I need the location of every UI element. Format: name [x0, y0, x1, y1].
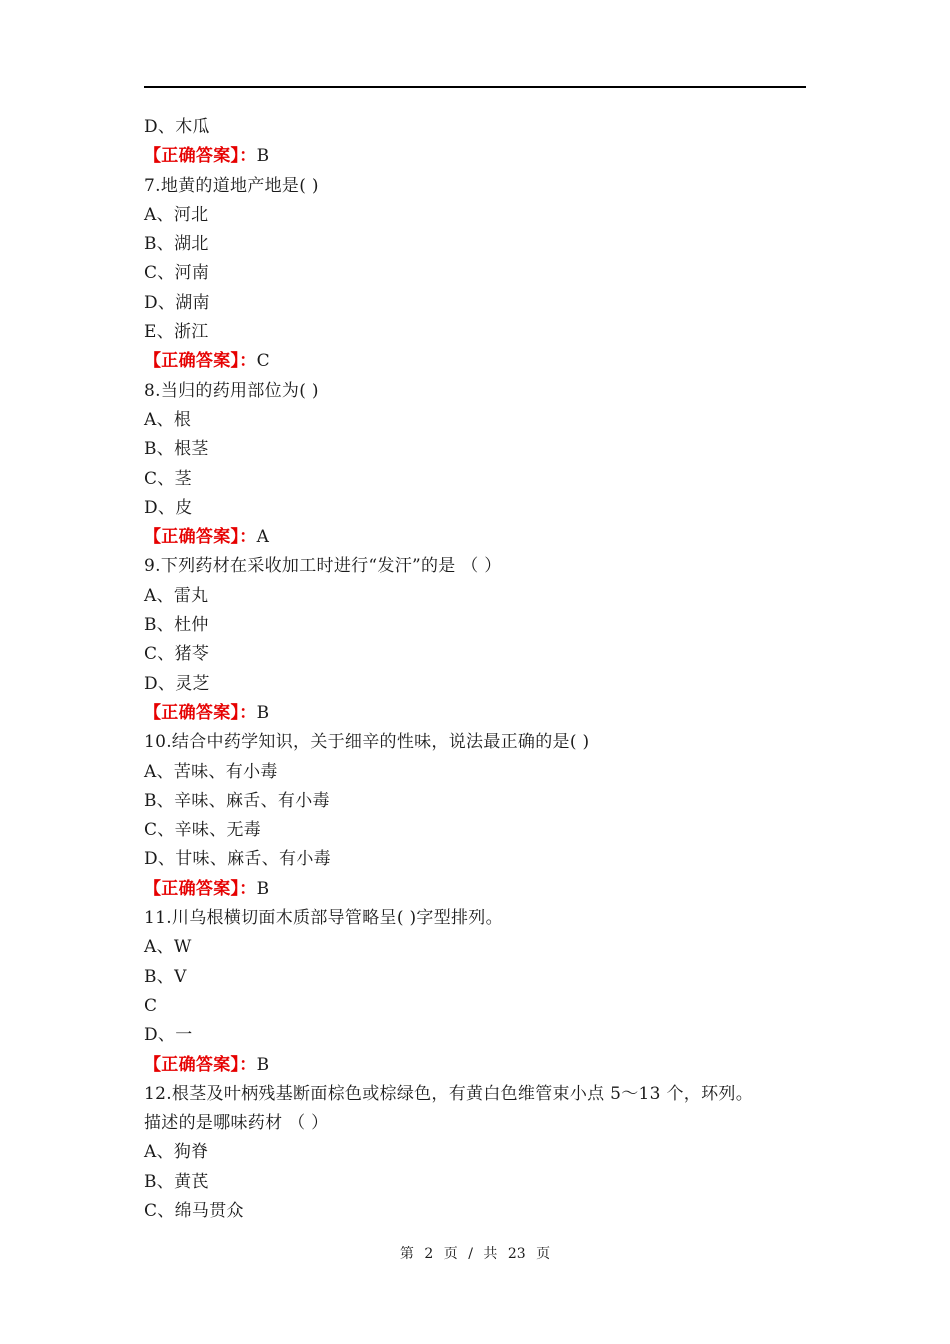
question-text: 8.当归的药用部位为( )	[144, 380, 319, 401]
option-text: D、湖南	[144, 292, 210, 313]
page-footer	[0, 1244, 950, 1264]
question-text: 9.下列药材在采收加工时进行“发汗”的是 （ ）	[144, 556, 502, 577]
option-text: C、绵马贯众	[144, 1200, 244, 1221]
option-text: D、一	[144, 1025, 193, 1046]
option-text: A、苦味、有小毒	[144, 761, 278, 782]
question-text: 12.根茎及叶柄残基断面棕色或棕绿色，有黄白色维管束小点 5～13 个，环列。	[144, 1083, 753, 1104]
answer-label: 【正确答案】：	[144, 1054, 257, 1075]
answer-line	[144, 523, 806, 552]
answer-line	[144, 875, 806, 904]
header-rule	[144, 86, 806, 88]
option-text: D、皮	[144, 497, 193, 518]
option-text: D、木瓜	[144, 117, 210, 137]
answer-line	[144, 142, 806, 171]
option-text: C、猪苓	[144, 644, 210, 665]
footer-total-prefix: 共	[483, 1246, 498, 1262]
option-text: E、浙江	[144, 322, 209, 343]
answer-label: 【正确答案】：	[144, 702, 257, 723]
footer-prefix: 第	[399, 1246, 414, 1262]
answer-value: B	[256, 702, 270, 723]
answer-label: 【正确答案】：	[144, 146, 257, 167]
option-text: B、湖北	[144, 234, 209, 255]
option-text: B、杜仲	[144, 615, 209, 636]
answer-line	[144, 699, 806, 728]
option-text: A、河北	[144, 204, 209, 225]
option-text: A、雷丸	[144, 585, 209, 606]
footer-total-unit: 页	[536, 1246, 551, 1262]
answer-label: 【正确答案】：	[144, 527, 257, 548]
answer-value: B	[256, 878, 270, 899]
footer-page-unit: 页	[443, 1246, 458, 1262]
option-text: C、辛味、无毒	[144, 820, 262, 841]
document-body	[144, 113, 806, 1226]
option-text: C、河南	[144, 263, 210, 284]
answer-value: C	[256, 351, 270, 372]
question-text: 11.川乌根横切面木质部导管略呈( )字型排列。	[144, 908, 503, 929]
option-text: A、W	[144, 937, 192, 958]
answer-value: B	[256, 1054, 270, 1075]
option-text: D、甘味、麻舌、有小毒	[144, 849, 331, 870]
answer-label: 【正确答案】：	[144, 878, 257, 899]
question-text: 7.地黄的道地产地是( )	[144, 175, 319, 196]
footer-page-number: 2	[424, 1246, 434, 1262]
question-text: 10.结合中药学知识，关于细辛的性味，说法最正确的是( )	[144, 732, 590, 753]
option-text: D、灵芝	[144, 673, 210, 694]
answer-value: A	[256, 527, 270, 548]
answer-label: 【正确答案】：	[144, 351, 257, 372]
option-text: A、根	[144, 409, 192, 430]
footer-total-pages: 23	[507, 1246, 526, 1262]
option-text: B、黄芪	[144, 1171, 209, 1192]
option-text: B、根茎	[144, 439, 209, 460]
option-text: B、V	[144, 966, 187, 987]
answer-line	[144, 1051, 806, 1080]
option-text: C	[144, 995, 158, 1016]
footer-separator: /	[468, 1246, 473, 1262]
option-text: C、茎	[144, 468, 192, 489]
answer-line	[144, 347, 806, 376]
answer-value: B	[256, 146, 270, 167]
option-text: B、辛味、麻舌、有小毒	[144, 790, 330, 811]
option-text: 描述的是哪味药材 （ ）	[144, 1113, 329, 1134]
option-text: A、狗脊	[144, 1142, 209, 1163]
